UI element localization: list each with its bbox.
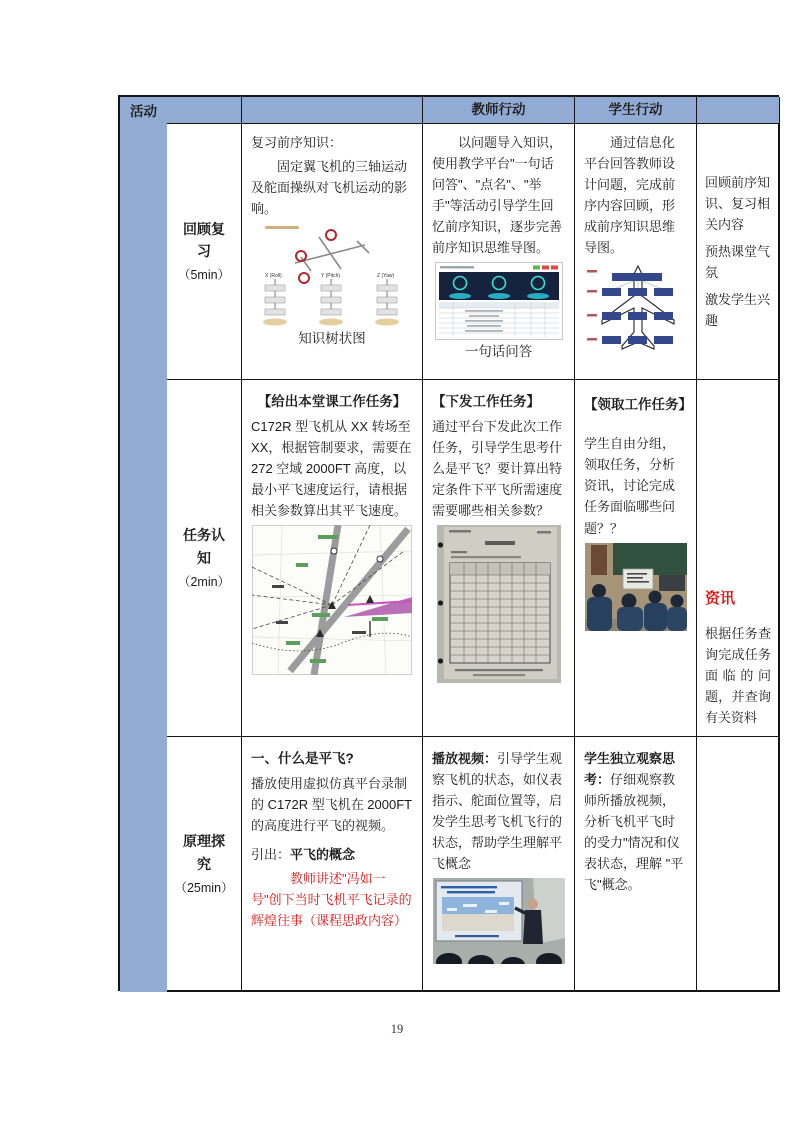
lecture-photo bbox=[433, 878, 565, 964]
row1-teacher-cell bbox=[423, 124, 575, 380]
row3-content-lead-bold: 平飞的概念 bbox=[290, 847, 356, 862]
page-number: 19 bbox=[390, 1022, 404, 1036]
row2-content-heading: 【给出本堂课工作任务】 bbox=[257, 394, 407, 409]
row2-note-p1: 根据任务查询完成任务面临的问题，并查询有关资料 bbox=[705, 625, 771, 725]
row1-content-p2: 固定翼飞机的三轴运动及舵面操纵对飞机运动的影响。 bbox=[251, 159, 408, 217]
row3-student-cell bbox=[575, 737, 697, 992]
row1-student-p1: 通过信息化平台回答教师设计问题，完成前序内容回顾，形成前序知识思维导图。 bbox=[584, 135, 676, 256]
row2-student-heading: 【领取工作任务】 bbox=[584, 397, 692, 412]
row1-note-line3: 激发学生兴趣 bbox=[705, 292, 771, 329]
header-blank-3 bbox=[697, 97, 780, 124]
row2-activity-duration: （2min） bbox=[177, 574, 231, 589]
row2-activity-name: 任务认知 bbox=[183, 527, 225, 566]
row1-teacher-caption: 一句话问答 bbox=[464, 344, 533, 360]
performance-table-photo bbox=[437, 525, 561, 683]
row1-note-line1: 回顾前序知识、复习相关内容 bbox=[705, 174, 771, 232]
row1-content-p1: 复习前序知识： bbox=[251, 135, 343, 150]
header-blank-1 bbox=[167, 97, 242, 124]
row1-content-cell bbox=[242, 124, 423, 380]
row1-content-caption: 知识树状图 bbox=[298, 331, 366, 347]
row2-student-cell bbox=[575, 380, 697, 737]
activity-column-header bbox=[120, 97, 167, 992]
row2-note-title: 资讯 bbox=[705, 590, 736, 608]
row3-content-heading: 一、什么是平飞? bbox=[251, 751, 354, 766]
row1-activity-duration: （5min） bbox=[177, 268, 231, 283]
row3-content-p1: 播放使用虚拟仿真平台录制的 C172R 型飞机在 2000FT 的高度进行平飞的视频。 bbox=[251, 775, 412, 833]
row3-student-bold: 学生独立观察思考： bbox=[584, 751, 676, 788]
classroom-photo bbox=[585, 543, 687, 631]
row3-activity-duration: （25min） bbox=[174, 880, 234, 895]
activity-label: 活动 bbox=[130, 104, 157, 119]
route-map-figure bbox=[251, 525, 413, 675]
row3-content-cell bbox=[242, 737, 423, 992]
row2-activity-label bbox=[167, 380, 242, 737]
lecture-photo-figure bbox=[432, 878, 565, 964]
row2-content-cell bbox=[242, 380, 423, 737]
row2-teacher-heading: 【下发工作任务】 bbox=[432, 394, 540, 409]
row1-note-line2: 预热课堂气氛 bbox=[705, 243, 771, 281]
svg-text:Y (Pitch): Y (Pitch) bbox=[321, 273, 341, 280]
lesson-plan-table bbox=[118, 95, 779, 991]
performance-table-figure bbox=[432, 525, 565, 683]
header-student: 学生行动 bbox=[575, 97, 697, 124]
aeronautical-chart bbox=[252, 525, 412, 675]
row2-content-p1: C172R 型飞机从 XX 转场至 XX，根据管制要求，需要在 272 空域 2000FT 高度，以最小平飞速度运行，请根据相关参数算出其平飞速度。 bbox=[251, 418, 412, 519]
row3-content-red-note: 教师讲述"冯如一号"创下当时飞机平飞记录的辉煌往事（课程思政内容） bbox=[251, 871, 412, 929]
row1-note-cell bbox=[697, 124, 780, 380]
row2-teacher-cell bbox=[423, 380, 575, 737]
row3-teacher-p1: 引导学生观察飞机的状态，如仪表指示、舵面位置等，启发学生思考飞机飞行的状态，帮助学生理解平飞概念 bbox=[432, 751, 563, 872]
row3-teacher-bold: 播放视频： bbox=[432, 751, 498, 766]
row3-student-p1: 仔细观察教师所播放视频，分析飞机平飞时的受力"情况和仪表状态，理解 "平飞"概念。 bbox=[584, 772, 684, 893]
qa-platform-figure bbox=[432, 262, 565, 363]
row3-activity-label bbox=[167, 737, 242, 992]
mindmap-figure bbox=[584, 262, 687, 358]
row1-student-cell bbox=[575, 124, 697, 380]
row1-activity-label bbox=[167, 124, 242, 380]
row1-activity-name: 回顾复习 bbox=[183, 220, 225, 260]
classroom-photo-figure bbox=[584, 543, 687, 631]
row2-student-p1: 学生自由分组，领取任务，分析资讯，讨论完成任务面临哪些问题？？ bbox=[584, 436, 676, 536]
svg-text:X (Roll): X (Roll) bbox=[265, 273, 282, 280]
row3-activity-name: 原理探究 bbox=[183, 833, 225, 872]
row3-content-lead-label: 引出： bbox=[251, 847, 291, 862]
row1-teacher-p1: 以问题导入知识，使用教学平台"一句话问答"、"点名"、"举手"等活动引导学生回忆前序知识，逐步完善前序知识思维导图。 bbox=[432, 135, 563, 256]
header-blank-2 bbox=[242, 97, 423, 124]
row3-note-cell bbox=[697, 737, 780, 992]
svg-text:Z (Yaw): Z (Yaw) bbox=[377, 273, 395, 280]
qa-platform-screenshot bbox=[435, 262, 563, 340]
knowledge-tree-diagram bbox=[257, 223, 407, 327]
header-teacher: 教师行动 bbox=[423, 97, 575, 124]
knowledge-tree-figure bbox=[251, 223, 413, 350]
row2-note-cell bbox=[697, 380, 780, 737]
row2-teacher-p1: 通过平台下发此次工作任务，引导学生思考什么是平飞？要计算出特定条件下平飞所需速度需要哪些相关参数？ bbox=[432, 418, 563, 519]
row3-teacher-cell bbox=[423, 737, 575, 992]
airplane-mindmap bbox=[586, 262, 686, 358]
